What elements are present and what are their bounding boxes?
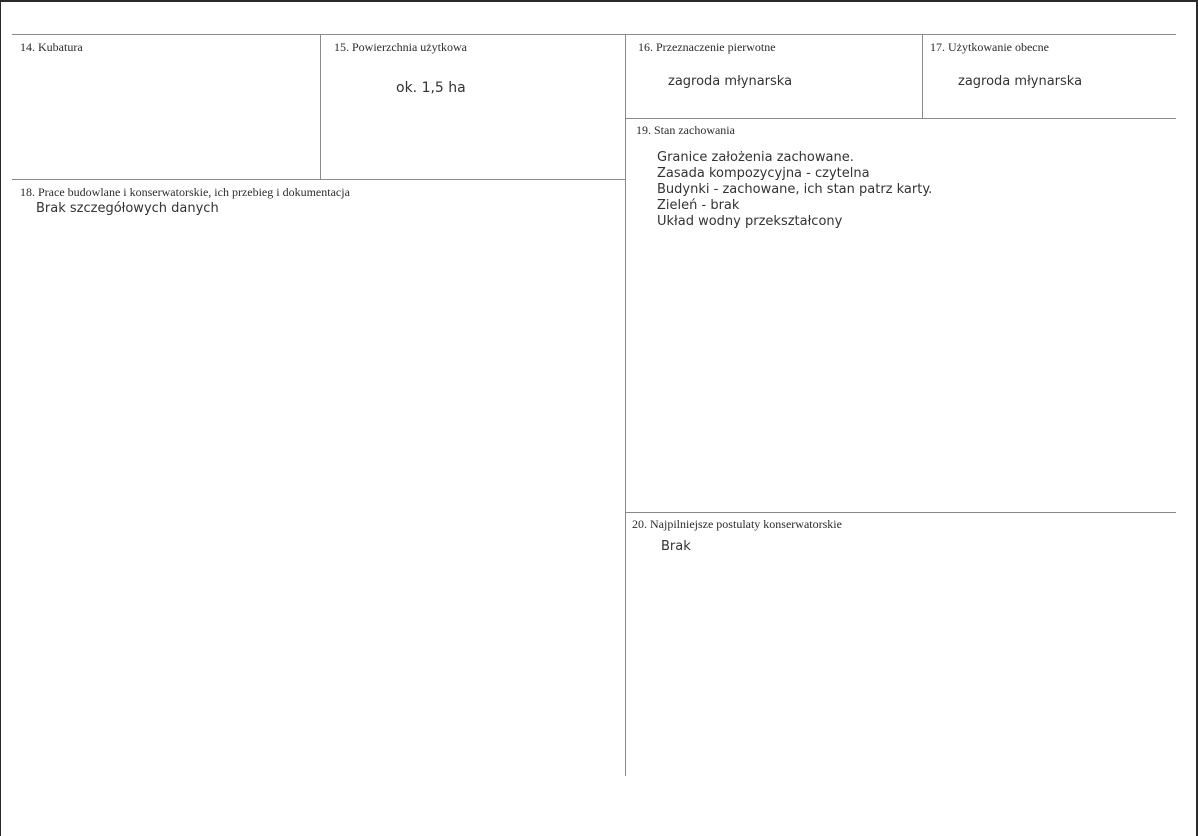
field-14-label: 14. Kubatura xyxy=(20,40,83,54)
field-20-label: 20. Najpilniejsze postulaty konserwatorskie xyxy=(632,517,842,531)
divider-center xyxy=(625,34,626,776)
field-19-lines xyxy=(657,150,932,230)
divider-left-top-row xyxy=(12,179,625,180)
field-19-line: Układ wodny przekształcony xyxy=(657,214,843,229)
form-top-border xyxy=(12,34,1176,35)
field-19-line: Granice założenia zachowane. xyxy=(657,150,854,165)
field-20-value: Brak xyxy=(661,539,691,554)
divider-col-15 xyxy=(320,34,321,179)
field-16-value: zagroda młynarska xyxy=(668,74,793,89)
divider-field-20 xyxy=(625,512,1176,513)
field-19-line: Zasada kompozycyjna - czytelna xyxy=(657,166,870,181)
field-19-line: Zieleń - brak xyxy=(657,198,740,213)
field-18-label: 18. Prace budowlane i konserwatorskie, ich przebieg i dokumentacja xyxy=(20,185,350,199)
field-17-value: zagroda młynarska xyxy=(958,74,1083,89)
divider-col-17 xyxy=(922,34,923,118)
divider-right-top-row xyxy=(625,118,1176,119)
field-16-label: 16. Przeznaczenie pierwotne xyxy=(638,40,776,54)
scan-edge-left xyxy=(0,0,1,836)
scan-edge-top xyxy=(0,0,1198,2)
field-15-value: ok. 1,5 ha xyxy=(396,80,466,96)
field-15-label: 15. Powierzchnia użytkowa xyxy=(334,40,467,54)
field-18-value: Brak szczegółowych danych xyxy=(36,201,219,216)
field-19-line: Budynki - zachowane, ich stan patrz karty. xyxy=(657,182,933,197)
field-19-label: 19. Stan zachowania xyxy=(636,123,735,137)
field-17-label: 17. Użytkowanie obecne xyxy=(930,40,1049,54)
